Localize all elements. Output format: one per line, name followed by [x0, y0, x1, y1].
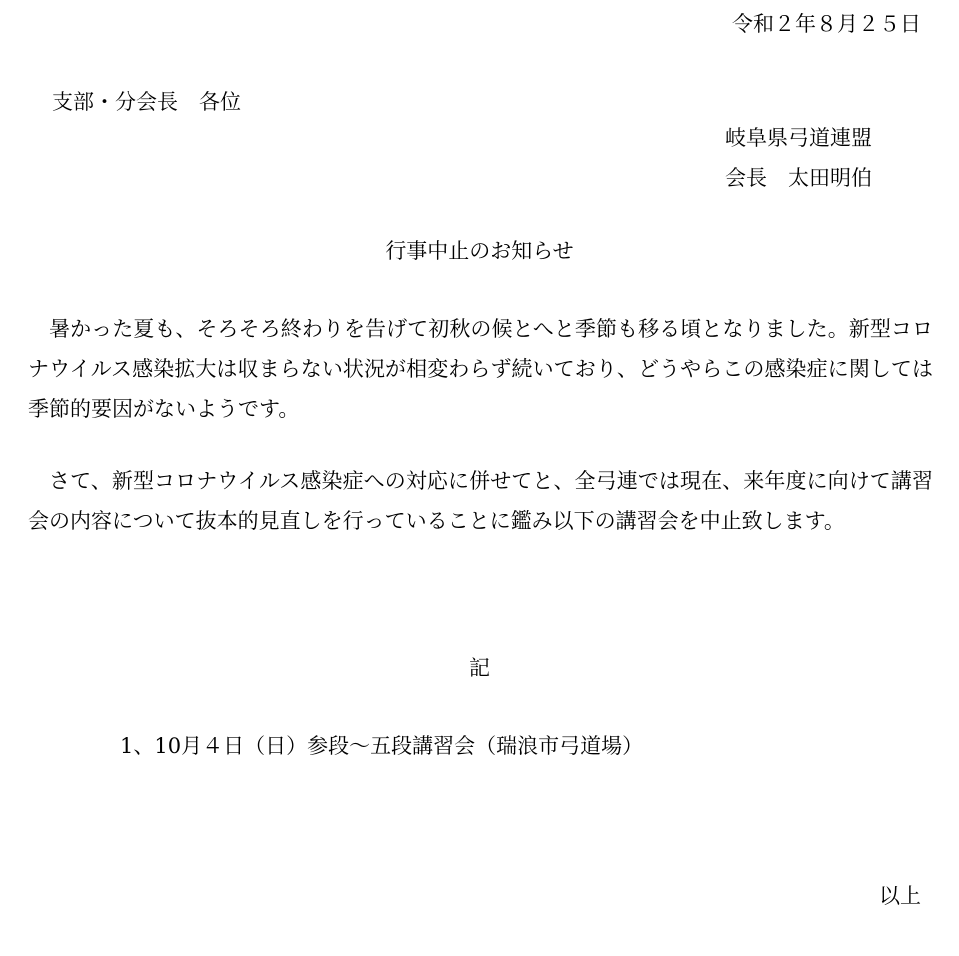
recipient-line: 支部・分会長 各位	[52, 90, 241, 114]
body-paragraph-1: 暑かった夏も、そろそろ終わりを告げて初秋の候とへと季節も移る頃となりました。新型コロナウイルス感染拡大は収まらない状況が相変わらず続いており、どうやらこの感染症に関しては季節的要因がないようです。	[28, 317, 933, 421]
closing-mark: 以上	[879, 884, 921, 908]
sender-organization: 岐阜県弓道連盟	[725, 126, 872, 150]
sender-name: 会長 太田明伯	[725, 166, 872, 190]
document-title: 行事中止のお知らせ	[385, 239, 574, 263]
body-paragraph-2: さて、新型コロナウイルス感染症への対応に併せてと、全弓連では現在、来年度に向けて講習会の内容について抜本的見直しを行っていることに鑑み以下の講習会を中止致します。	[28, 469, 933, 533]
document-date: 令和２年８月２５日	[732, 12, 921, 36]
list-item: 1、10月４日（日）参段～五段講習会（瑞浪市弓道場）	[120, 734, 644, 758]
ki-heading: 記	[469, 656, 490, 680]
